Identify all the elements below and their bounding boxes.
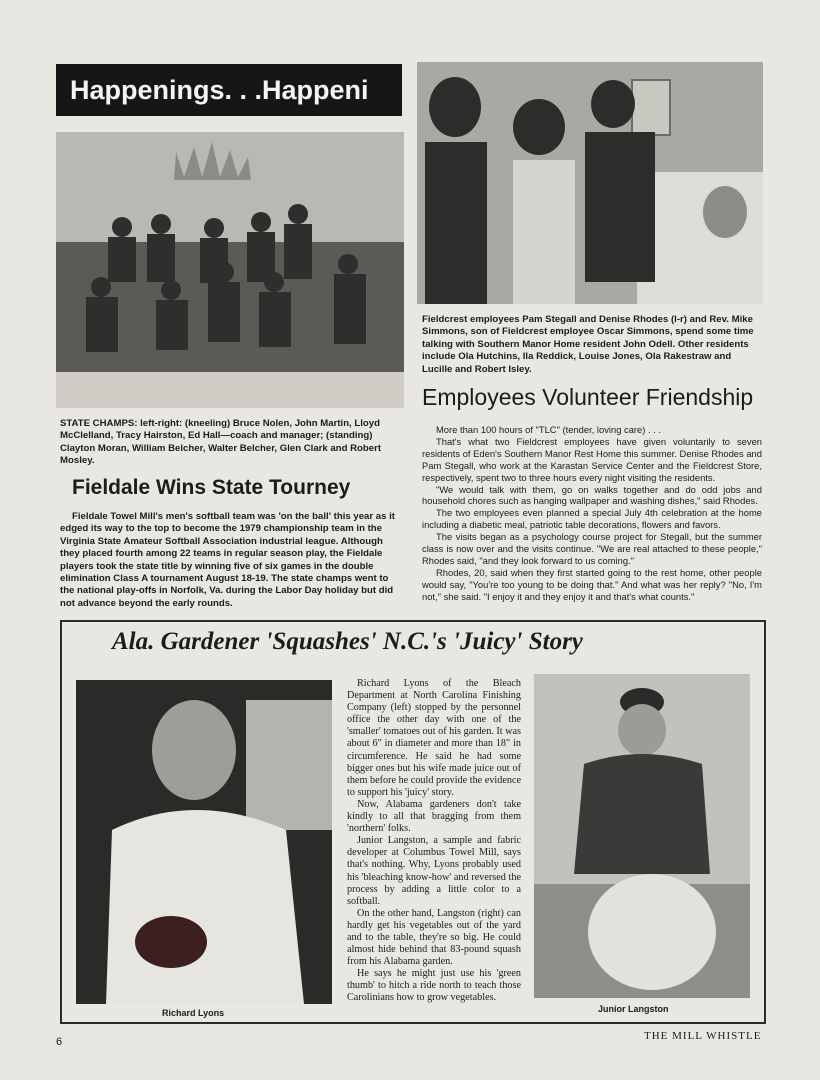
softball-headline: Fieldale Wins State Tourney xyxy=(72,476,351,499)
rest-home-visit-photo xyxy=(417,62,763,304)
volunteer-paragraph: That's what two Fieldcrest employees have given voluntarily to seven residents of Eden's Southern Manor Rest Home this summer. Denise Rhodes and Pam Stegall, who work at the Karastan Service Center and the Fieldcrest Store, respectively, spent two to three hours every night visiting the residents. xyxy=(422,435,762,483)
left-photo-label: Richard Lyons xyxy=(162,1008,225,1018)
volunteer-paragraph: "We would talk with them, go on walks together and do odd jobs and household chores such as hanging wallpaper and washing dishes," said Rhodes. xyxy=(422,483,762,507)
right-photo-label: Junior Langston xyxy=(598,1004,669,1014)
softball-photo-caption: STATE CHAMPS: left-right: (kneeling) Bruce Nolen, John Martin, Lloyd McClelland, Tracy Hairston, Ed Hall—coach and manager; (standing) Clayton Moran, William Belcher, Walter Belcher, Glen Clark and Robert Mosley. xyxy=(60,418,382,467)
gardener-paragraph: He says he might just use his 'green thumb' to hitch a ride north to teach those Carolinians how to grow vegetables. xyxy=(347,968,521,1004)
rest-home-photo-caption: Fieldcrest employees Pam Stegall and Denise Rhodes (l-r) and Rev. Mike Simmons, son of Fieldcrest employee Oscar Simmons, spend some time talking with Southern Manor Home resident John Odell. Other residents include Ola Hutchins, Ila Reddick, Louise Jones, Ola Rakestraw and Lucille and Robert Isley. xyxy=(422,314,754,375)
volunteer-headline: Employees Volunteer Friendship xyxy=(422,384,754,410)
softball-article-body: Fieldale Towel Mill's men's softball team was 'on the ball' this year as it edged its way to the top to become the 1979 championship team in the Virginia State Amateur Softball Association industrial league. Although they placed fourth among 22 teams in regular season play, the Fieldale players took the state title by winning five of six games in the double elimination Class A tournament August 18-19. The state champs went to the national play-offs in Norfolk, Va. during the Labor Day holiday but did not advance beyond the early rounds. xyxy=(60,511,395,609)
publication-name: THE MILL WHISTLE xyxy=(644,1030,762,1042)
gardener-paragraph: Richard Lyons of the Bleach Department at North Carolina Finishing Company (left) stopped by the personnel office the other day with one of the 'smaller' tomatoes out of his garden. It was about 6" in diameter and more than 18" in circumference. He said he had some bigger ones but his wife made juice out of them before he could provide the evidence to support his 'juicy' story. xyxy=(347,678,521,798)
volunteer-paragraph: The visits began as a psychology course project for Stegall, but the summer class is now over and the visits continue. "We are real attached to these people," Rhodes said, "and they look forward to us coming." xyxy=(422,531,762,566)
richard-lyons-photo xyxy=(76,680,332,1004)
banner-title: Happenings. . .Happeni xyxy=(70,75,369,105)
gardener-paragraph: On the other hand, Langston (right) can hardly get his vegetables out of the yard and to the table, they're so big. He could almost hide behind that 83-pound squash from his Alabama garden. xyxy=(347,907,521,968)
gardener-headline: Ala. Gardener 'Squashes' N.C.'s 'Juicy' Story xyxy=(112,628,583,655)
volunteer-paragraph: Rhodes, 20, said when they first started going to the rest home, other people would say, "You're too young to be doing that." And what was her reply? "No, I'm not," she said. "I enjoy it and they enjoy it and that's what counts." xyxy=(422,566,762,602)
volunteer-paragraph: More than 100 hours of "TLC" (tender, loving care) . . . xyxy=(436,424,661,435)
section-banner xyxy=(56,64,402,116)
gardener-paragraph: Now, Alabama gardeners don't take kindly to all that bragging from them 'northern' folks. xyxy=(347,798,521,835)
page-number: 6 xyxy=(56,1036,63,1048)
volunteer-article-body xyxy=(422,424,762,603)
volunteer-paragraph: The two employees even planned a special July 4th celebration at the home including a diabetic meal, patriotic table decorations, flowers and favors. xyxy=(422,507,762,531)
junior-langston-photo xyxy=(534,674,750,998)
softball-team-photo xyxy=(56,132,404,408)
gardener-article-body xyxy=(347,678,521,1005)
gardener-paragraph: Junior Langston, a sample and fabric developer at Columbus Towel Mill, says that's nothing. Why, Lyons probably used his 'bleaching know-how' and reversed the process by adding a little color to a softball. xyxy=(347,835,521,907)
